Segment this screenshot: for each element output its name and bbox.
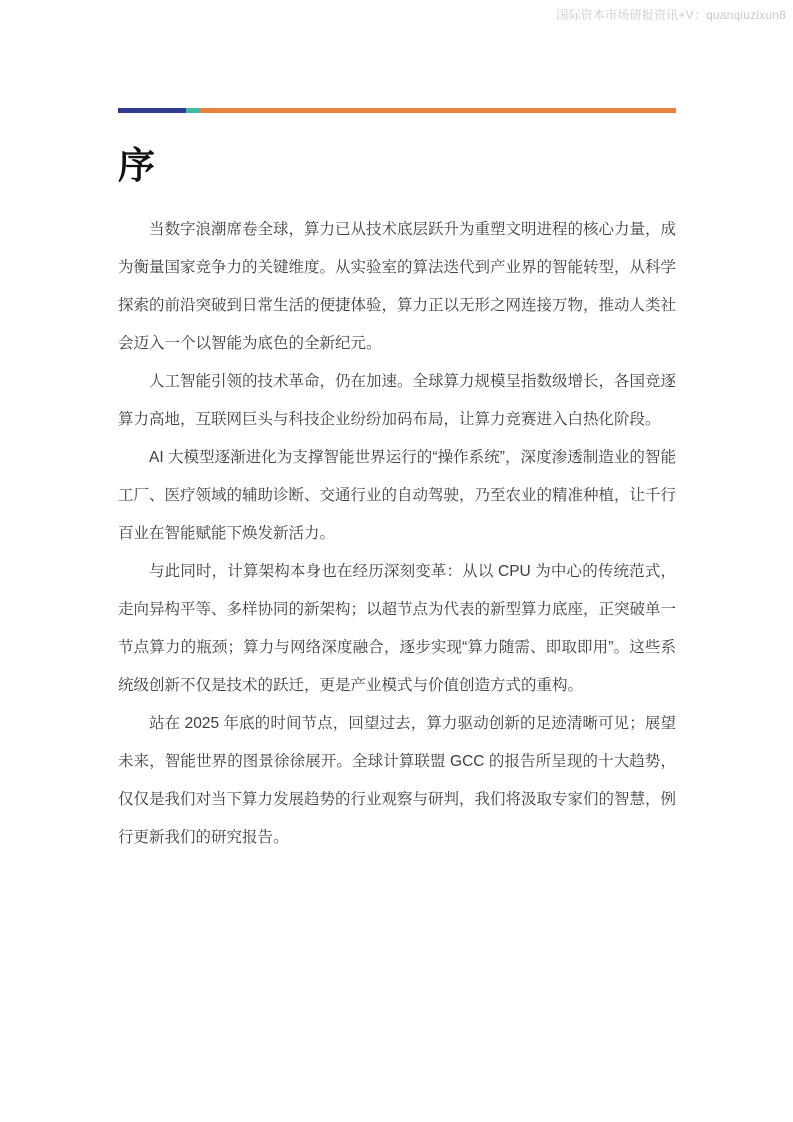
- paragraph: 当数字浪潮席卷全球，算力已从技术底层跃升为重塑文明进程的核心力量，成为衡量国家竞争力的关键维度。从实验室的算法迭代到产业界的智能转型，从科学探索的前沿突破到日常生活的便捷体验，算力正以无形之网连接万物，推动人类社会迈入一个以智能为底色的全新纪元。: [118, 221, 677, 352]
- paragraph: 人工智能引领的技术革命，仍在加速。全球算力规模呈指数级增长，各国竞逐算力高地，互联网巨头与科技企业纷纷加码布局，让算力竞赛进入白热化阶段。: [118, 373, 677, 428]
- accent-bar-blue-segment: [118, 108, 186, 113]
- page-title: 序: [118, 145, 155, 186]
- accent-divider-bar: [118, 108, 676, 113]
- body-text: [118, 211, 676, 857]
- watermark-text: 国际资本市场研报资讯+V：quanqiuzixun8: [556, 8, 786, 22]
- accent-bar-orange-segment: [200, 108, 676, 113]
- paragraph: 与此同时，计算架构本身也在经历深刻变革：从以 CPU 为中心的传统范式，走向异构平等、多样协同的新架构；以超节点为代表的新型算力底座，正突破单一节点算力的瓶颈；算力与网络深度融合，逐步实现“算力随需、即取即用”。这些系统级创新不仅是技术的跃迁，更是产业模式与价值创造方式的重构。: [118, 563, 677, 694]
- accent-bar-teal-segment: [186, 108, 200, 113]
- paragraph: AI 大模型逐渐进化为支撑智能世界运行的“操作系统”，深度渗透制造业的智能工厂、医疗领域的辅助诊断、交通行业的自动驾驶，乃至农业的精准种植，让千行百业在智能赋能下焕发新活力。: [118, 449, 677, 542]
- paragraph: 站在 2025 年底的时间节点，回望过去，算力驱动创新的足迹清晰可见；展望未来，智能世界的图景徐徐展开。全球计算联盟 GCC 的报告所呈现的十大趋势，仅仅是我们对当下算力发展趋势的行业观察与研判，我们将汲取专家们的智慧，例行更新我们的研究报告。: [118, 715, 677, 846]
